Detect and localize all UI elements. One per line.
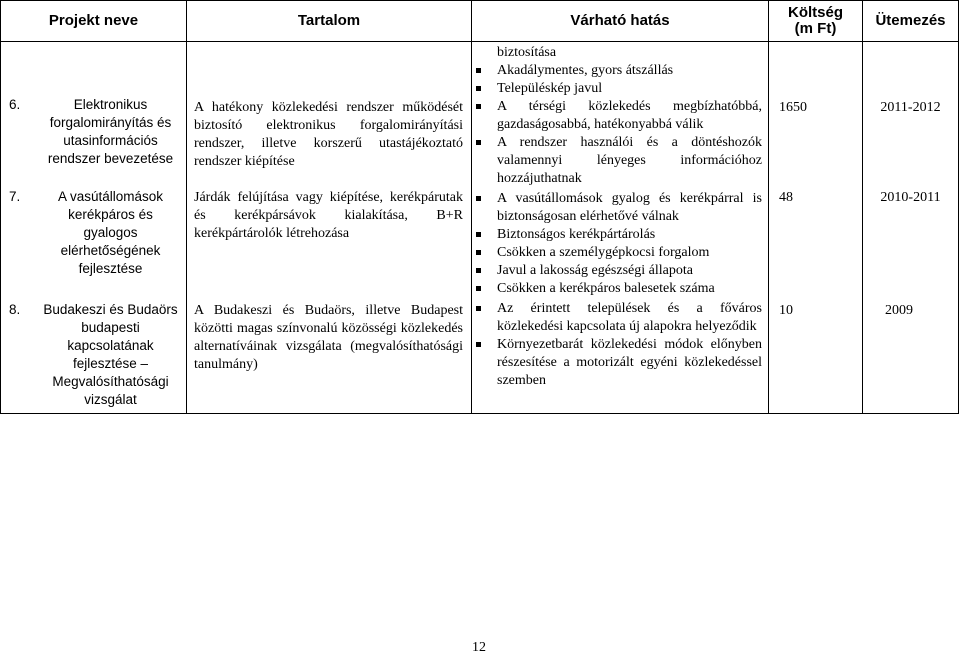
project-number: 8. (9, 302, 21, 317)
list-item: A térségi közlekedés megbízhatóbbá, gazdaságosabbá, hatékonyabbá válik (472, 98, 768, 134)
list-item: A vasútállomások gyalog és kerékpárral is biztonságosan elérhetővé válnak (472, 190, 768, 226)
project-number: 6. (9, 97, 21, 112)
project-number: 7. (9, 189, 21, 204)
schedule-value: 2009 (885, 303, 913, 318)
impact-list (472, 44, 768, 390)
cost-value: 1650 (779, 100, 807, 115)
project-name: Elektronikus forgalomirányítás és utasinformációs rendszer bevezetése (47, 97, 174, 166)
header-project: Projekt neve (1, 1, 187, 42)
header-content: Tartalom (187, 1, 472, 42)
header-impact: Várható hatás (472, 1, 769, 42)
list-item: Környezetbarát közlekedési módok előnyben részesítése a motorizált egyéni közlekedéssel szemben (472, 336, 768, 390)
project-8 (1, 301, 186, 409)
schedule-value: 2010-2011 (880, 190, 941, 205)
content-text: A Budakeszi és Budaörs, illetve Budapest közötti magas színvonalú közösségi közlekedés alternatíváinak vizsgálata (megvalósíthatósági tanulmány) (194, 303, 463, 372)
project-7 (1, 188, 186, 301)
project-name: Budakeszi és Budaörs budapesti kapcsolatának fejlesztése – Megvalósíthatósági vizsgálat (43, 302, 178, 407)
content-text: A hatékony közlekedési rendszer működését biztosító elektronikus forgalomirányítási rendszer, illetve korszerű utastájékoztató rendszer kiépítése (194, 100, 463, 169)
header-cost-line1: Költség (787, 4, 843, 21)
content-cell (187, 42, 472, 414)
header-row (1, 1, 959, 42)
header-cost (769, 1, 863, 42)
list-item: Akadálymentes, gyors átszállás (472, 62, 768, 80)
impact-cell (472, 42, 769, 414)
list-item: Az érintett települések és a főváros közlekedési kapcsolata új alapokra helyeződik (472, 300, 768, 336)
list-item: A rendszer használói és a döntéshozók valamennyi lényeges információhoz hozzájuthatnak (472, 134, 768, 188)
list-item: Településkép javul (472, 80, 768, 98)
cost-value: 10 (779, 303, 793, 318)
cost-value: 48 (779, 190, 793, 205)
list-item: Csökken a kerékpáros balesetek száma (472, 280, 768, 298)
list-item: Biztonságos kerékpártárolás (472, 226, 768, 244)
project-name: A vasútállomások kerékpáros és gyalogos elérhetőségének fejlesztése (57, 189, 164, 276)
header-cost-line2: (m Ft) (794, 20, 837, 37)
page-number: 12 (472, 640, 486, 655)
cost-cell (769, 42, 863, 414)
header-schedule: Ütemezés (863, 1, 959, 42)
schedule-cell (863, 42, 959, 414)
table-row (1, 42, 959, 414)
list-item: Javul a lakosság egészségi állapota (472, 262, 768, 280)
list-item: Csökken a személygépkocsi forgalom (472, 244, 768, 262)
project-6 (1, 96, 186, 188)
schedule-value: 2011-2012 (880, 100, 941, 115)
list-item: biztosítása (497, 45, 557, 60)
content-text: Járdák felújítása vagy kiépítése, kerékpárutak és kerékpársávok kialakítása, B+R kerékpártárolók létrehozása (194, 190, 463, 241)
project-cell (1, 42, 187, 414)
